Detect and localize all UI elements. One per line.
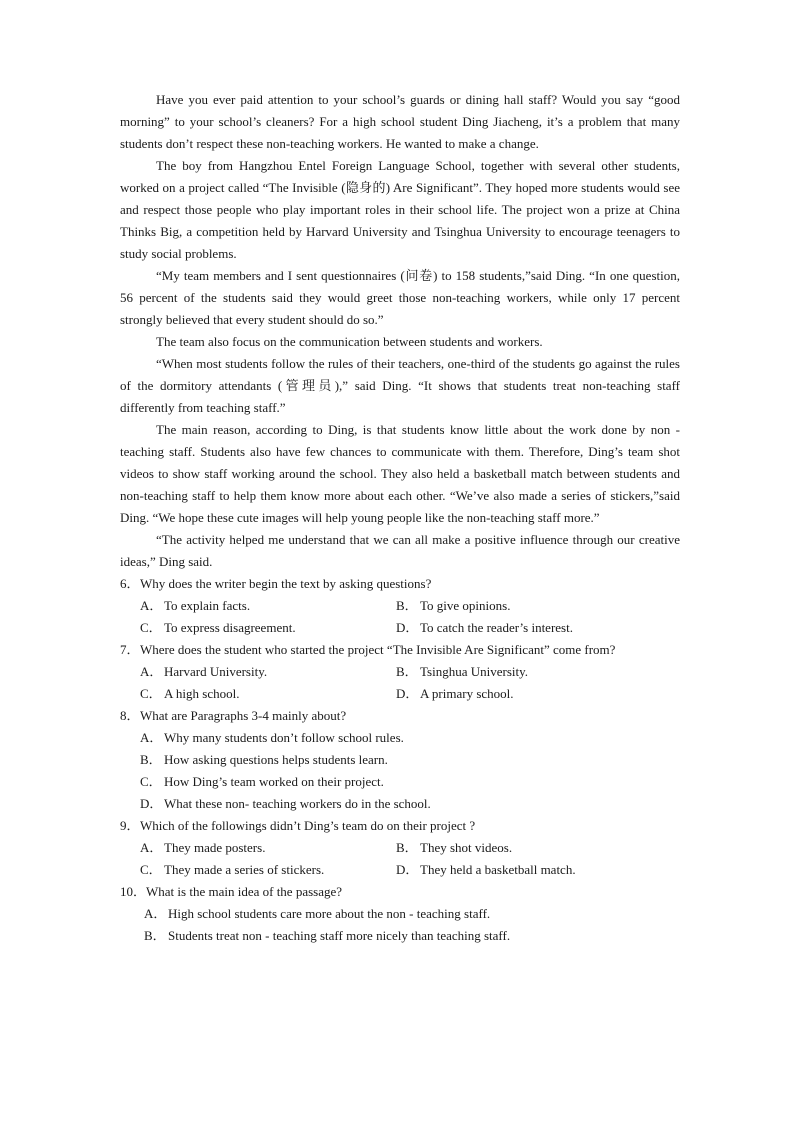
option-text: They held a basketball match. bbox=[420, 862, 576, 877]
question-text: Which of the followings didn’t Ding’s team do on their project ? bbox=[140, 818, 476, 833]
option-d[interactable] bbox=[140, 793, 680, 815]
option-label: C． bbox=[140, 774, 162, 789]
question-stem bbox=[120, 815, 680, 837]
option-label: A． bbox=[140, 840, 163, 855]
passage-paragraph-5: “When most students follow the rules of their teachers, one-third of the students go against the rules of the dormitory attendants (管理员),” said Ding. “It shows that students treat non-teaching staff differently from teaching staff.” bbox=[120, 356, 680, 415]
option-label: D． bbox=[396, 686, 419, 701]
option-c[interactable] bbox=[140, 859, 396, 881]
passage bbox=[120, 89, 680, 573]
option-text: A primary school. bbox=[420, 686, 514, 701]
option-d[interactable] bbox=[396, 859, 652, 881]
option-text: High school students care more about the non - teaching staff. bbox=[168, 906, 491, 921]
question-stem bbox=[120, 573, 680, 595]
option-label: B． bbox=[140, 752, 162, 767]
option-text: To give opinions. bbox=[420, 598, 511, 613]
option-text: To explain facts. bbox=[164, 598, 251, 613]
option-label: C． bbox=[140, 686, 162, 701]
option-text: Students treat non - teaching staff more nicely than teaching staff. bbox=[168, 928, 511, 943]
option-text: To catch the reader’s interest. bbox=[420, 620, 573, 635]
option-text: They made a series of stickers. bbox=[164, 862, 325, 877]
options bbox=[120, 903, 680, 947]
passage-paragraph-1: Have you ever paid attention to your school’s guards or dining hall staff? Would you say “good morning” to your school’s cleaners? For a high school student Ding Jiacheng, it’s a problem that many students don’t respect these non-teaching workers. He wanted to make a change. bbox=[120, 92, 680, 151]
question-number: 6． bbox=[120, 576, 140, 591]
question-6 bbox=[120, 573, 680, 639]
option-label: A． bbox=[144, 906, 167, 921]
option-label: B． bbox=[396, 598, 418, 613]
question-stem bbox=[120, 705, 680, 727]
option-b[interactable] bbox=[396, 595, 652, 617]
option-text: Harvard University. bbox=[164, 664, 268, 679]
option-label: D． bbox=[140, 796, 163, 811]
question-7 bbox=[120, 639, 680, 705]
question-number: 7． bbox=[120, 642, 140, 657]
question-10 bbox=[120, 881, 680, 947]
option-label: D． bbox=[396, 620, 419, 635]
question-text: Why does the writer begin the text by asking questions? bbox=[140, 576, 432, 591]
options bbox=[120, 837, 680, 881]
option-label: A． bbox=[140, 664, 163, 679]
question-stem bbox=[120, 639, 680, 661]
option-b[interactable] bbox=[396, 837, 652, 859]
option-b[interactable] bbox=[144, 925, 680, 947]
option-c[interactable] bbox=[140, 617, 396, 639]
reading-section bbox=[120, 89, 680, 947]
option-a[interactable] bbox=[144, 903, 680, 925]
option-a[interactable] bbox=[140, 595, 396, 617]
options bbox=[120, 661, 680, 705]
option-label: C． bbox=[140, 862, 162, 877]
option-text: How Ding’s team worked on their project. bbox=[164, 774, 384, 789]
option-a[interactable] bbox=[140, 837, 396, 859]
question-9 bbox=[120, 815, 680, 881]
passage-paragraph-4: The team also focus on the communication between students and workers. bbox=[156, 334, 543, 349]
passage-paragraph-3: “My team members and I sent questionnaires (问卷) to 158 students,”said Ding. “In one question, 56 percent of the students said they would greet those non-teaching workers, while only 17 percent strongly believed that every student should do so.” bbox=[120, 268, 680, 327]
options bbox=[120, 727, 680, 815]
option-text: To express disagreement. bbox=[164, 620, 296, 635]
option-text: They shot videos. bbox=[420, 840, 513, 855]
option-a[interactable] bbox=[140, 727, 680, 749]
question-number: 9． bbox=[120, 818, 140, 833]
question-stem bbox=[120, 881, 680, 903]
question-text: What is the main idea of the passage? bbox=[146, 884, 343, 899]
passage-paragraph-2: The boy from Hangzhou Entel Foreign Language School, together with several other students, worked on a project called “The Invisible (隐身的) Are Significant”. They hoped more students would see and respect those people who play important roles in their school life. The project won a prize at China Thinks Big, a competition held by Harvard University and Tsinghua University to encourage teenagers to study social problems. bbox=[120, 158, 680, 261]
option-text: They made posters. bbox=[164, 840, 266, 855]
passage-paragraph-6: The main reason, according to Ding, is that students know little about the work done by non - teaching staff. Students also have few chances to communicate with them. Therefore, Ding’s team shot videos to show staff working around the school. They also held a basketball match between students and non-teaching staff to help them know more about each other. “We’ve also made a series of stickers,”said Ding. “We hope these cute images will help young people like the non-teaching staff more.” bbox=[120, 422, 680, 525]
question-8 bbox=[120, 705, 680, 815]
option-b[interactable] bbox=[140, 749, 680, 771]
option-text: A high school. bbox=[164, 686, 240, 701]
question-text: What are Paragraphs 3-4 mainly about? bbox=[140, 708, 347, 723]
option-label: D． bbox=[396, 862, 419, 877]
option-text: Tsinghua University. bbox=[420, 664, 529, 679]
option-label: A． bbox=[140, 598, 163, 613]
option-label: B． bbox=[396, 840, 418, 855]
option-c[interactable] bbox=[140, 771, 680, 793]
question-text: Where does the student who started the project “The Invisible Are Significant” come from? bbox=[140, 642, 616, 657]
option-text: Why many students don’t follow school rules. bbox=[164, 730, 404, 745]
option-text: How asking questions helps students learn. bbox=[164, 752, 388, 767]
option-d[interactable] bbox=[396, 617, 652, 639]
option-d[interactable] bbox=[396, 683, 652, 705]
option-label: B． bbox=[396, 664, 418, 679]
option-text: What these non- teaching workers do in the school. bbox=[164, 796, 431, 811]
option-b[interactable] bbox=[396, 661, 652, 683]
option-c[interactable] bbox=[140, 683, 396, 705]
option-label: C． bbox=[140, 620, 162, 635]
options bbox=[120, 595, 680, 639]
option-label: A． bbox=[140, 730, 163, 745]
question-number: 8． bbox=[120, 708, 140, 723]
question-number: 10． bbox=[120, 884, 147, 899]
option-a[interactable] bbox=[140, 661, 396, 683]
option-label: B． bbox=[144, 928, 166, 943]
passage-paragraph-7: “The activity helped me understand that we can all make a positive influence through our creative ideas,” Ding said. bbox=[120, 532, 680, 569]
